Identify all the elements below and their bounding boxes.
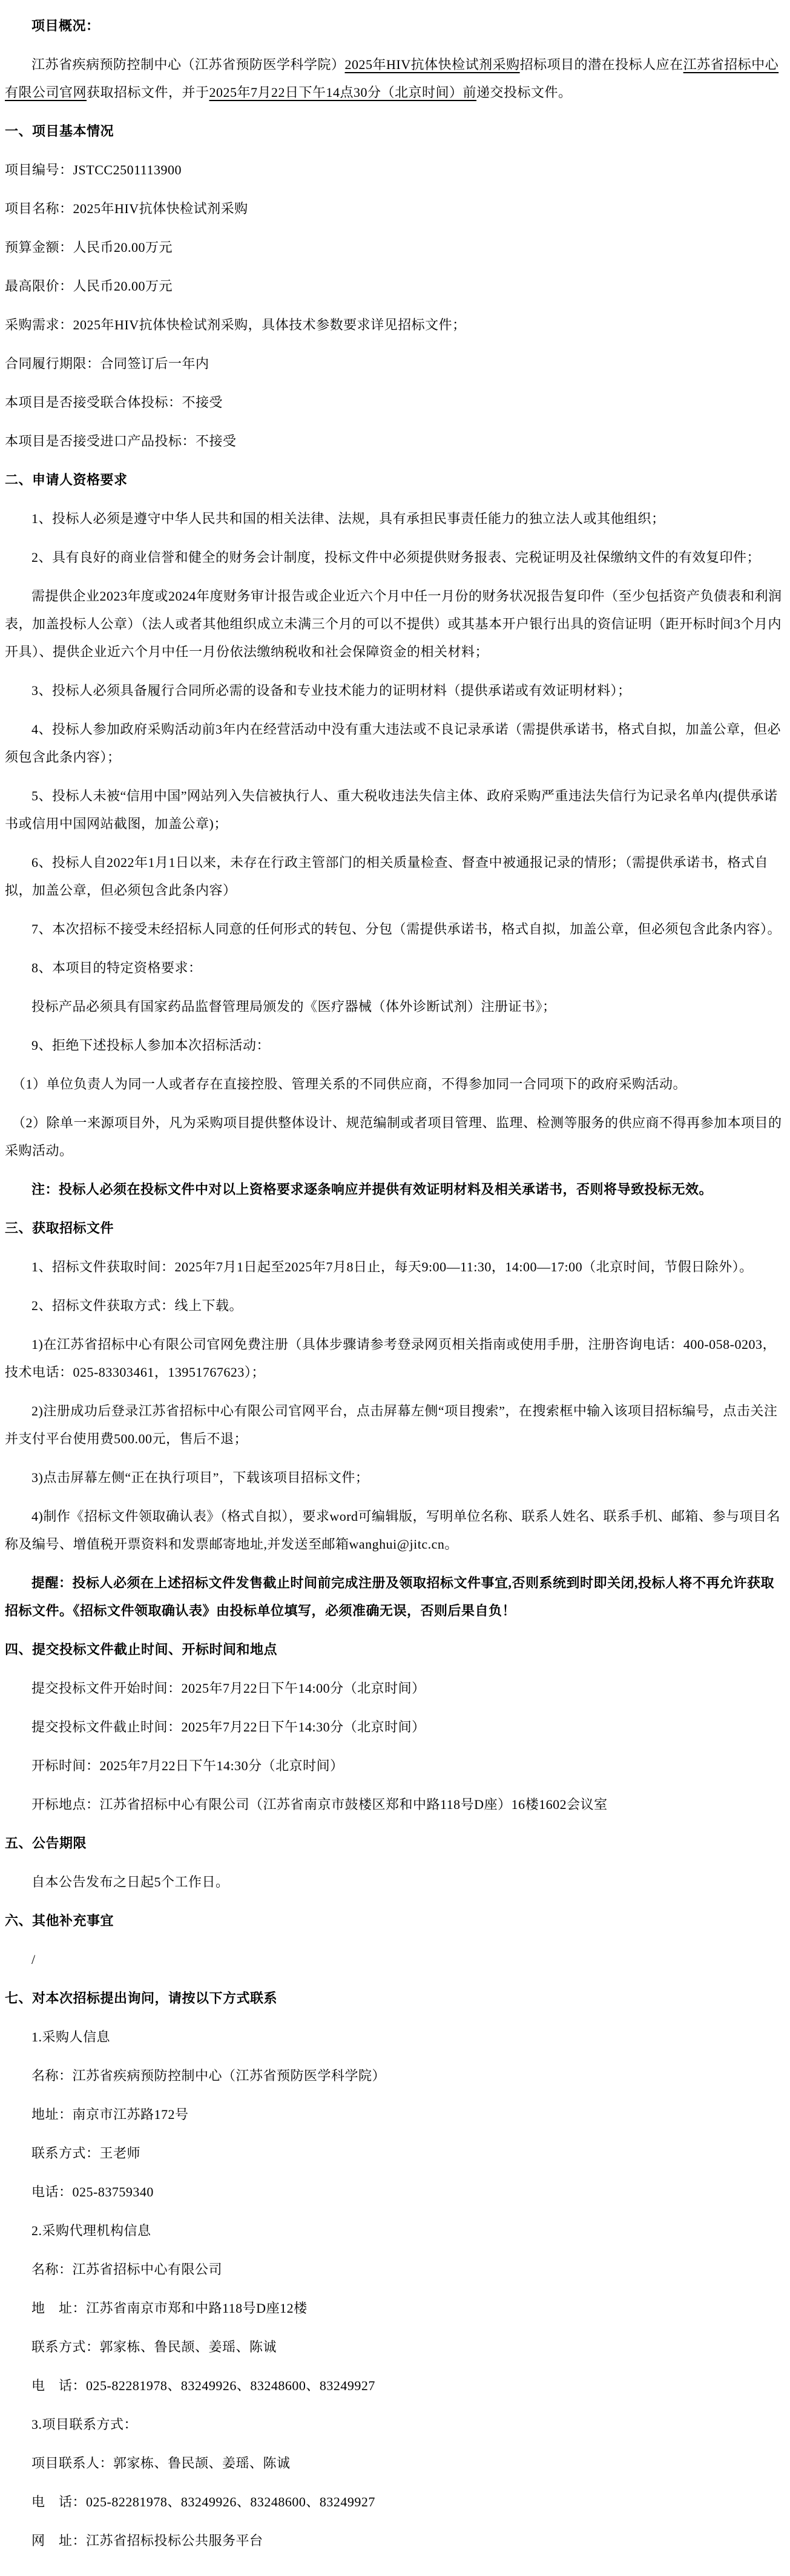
paragraph [5, 2449, 786, 2477]
text-run: 联系方式：王老师 [31, 2146, 141, 2161]
paragraph [5, 427, 786, 455]
paragraph [5, 2140, 786, 2167]
paragraph [5, 677, 786, 705]
text-run: 项目概况： [31, 18, 100, 33]
text-run: 网 址：江苏省招标投标公共服务平台 [31, 2533, 263, 2548]
paragraph [5, 234, 786, 262]
paragraph [5, 1503, 786, 1558]
text-run: 开标地点：江苏省招标中心有限公司（江苏省南京市鼓楼区郑和中路118号D座）16楼1602会议室 [31, 1797, 608, 1812]
paragraph [5, 1675, 786, 1702]
text-run: 5、投标人未被“信用中国”网站列入失信被执行人、重大税收违法失信主体、政府采购严重违法失信行为记录名单内(提供承诺书或信用中国网站截图，加盖公章)； [5, 788, 778, 831]
text-run: 需提供企业2023年度或2024年度财务审计报告或企业近六个月中任一月份的财务状况报告复印件（至少包括资产负债表和利润表，加盖投标人公章）（法人或者其他组织成立未满三个月的可以不提供）或其基本开户银行出具的资信证明（距开标时间3个月内开具）、提供企业近六个月中任一月份依法缴纳税收和社会保障资金的相关材料； [5, 588, 782, 659]
paragraph [5, 12, 786, 40]
text-run: 名称：江苏省招标中心有限公司 [31, 2262, 223, 2277]
paragraph [5, 582, 786, 666]
paragraph [5, 2178, 786, 2206]
paragraph [5, 544, 786, 572]
text-run: 1、招标文件获取时间：2025年7月1日起至2025年7月8日止，每天9:00—11:30，14:00—17:00（北京时间，节假日除外）。 [31, 1259, 753, 1274]
paragraph [5, 849, 786, 904]
paragraph [5, 1109, 786, 1165]
section-heading [5, 1636, 786, 1664]
text-run: 电 话：025-82281978、83249926、83248600、83249927 [31, 2378, 375, 2393]
text-run: （2）除单一来源项目外，凡为采购项目提供整体设计、规范编制或者项目管理、监理、检测等服务的供应商不得再参加本项目的采购活动。 [5, 1115, 782, 1158]
paragraph [5, 2101, 786, 2129]
paragraph [5, 716, 786, 771]
text-run: 招标项目的潜在投标人应在 [519, 57, 683, 72]
paragraph [5, 311, 786, 339]
text-run: 开标时间：2025年7月22日下午14:30分（北京时间） [31, 1758, 344, 1773]
text-run: （1）单位负责人为同一人或者存在直接控股、管理关系的不同供应商，不得参加同一合同项下的政府采购活动。 [12, 1076, 687, 1092]
text-run: 七、对本次招标提出询问，请按以下方式联系 [5, 1991, 278, 2006]
text-run: 本项目是否接受联合体投标：不接受 [5, 395, 223, 410]
text-run: 电 话：025-82281978、83249926、83248600、83249927 [31, 2494, 375, 2509]
paragraph [5, 954, 786, 982]
paragraph [5, 2527, 786, 2555]
paragraph [5, 782, 786, 838]
text-run: 二、申请人资格要求 [5, 472, 128, 487]
text-run: 2、具有良好的商业信誉和健全的财务会计制度，投标文件中必须提供财务报表、完税证明及社保缴纳文件的有效复印件； [31, 550, 761, 565]
text-run: 一、项目基本情况 [5, 124, 114, 139]
paragraph [5, 1868, 786, 1896]
text-run: 9、拒绝下述投标人参加本次招标活动： [31, 1038, 271, 1053]
text-run: 联系方式：郭家栋、鲁民颉、姜瑶、陈诚 [31, 2339, 277, 2354]
paragraph [5, 2294, 786, 2322]
paragraph [5, 389, 786, 417]
text-run: 6、投标人自2022年1月1日以来，未存在行政主管部门的相关质量检查、督查中被通报记录的情形；（需提供承诺书，格式自拟，加盖公章，但必须包含此条内容） [5, 855, 769, 898]
text-run: 项目联系人：郭家栋、鲁民颉、姜瑶、陈诚 [31, 2456, 291, 2471]
paragraph [5, 1331, 786, 1386]
text-run: 3、投标人必须具备履行合同所必需的设备和专业技术能力的证明材料（提供承诺或有效证明材料）； [31, 683, 631, 698]
paragraph [5, 2372, 786, 2400]
paragraph [5, 1176, 786, 1204]
section-heading [5, 1907, 786, 1935]
paragraph [5, 2023, 786, 2051]
text-run: 1、投标人必须是遵守中华人民共和国的相关法律、法规，具有承担民事责任能力的独立法人或其他组织； [31, 511, 665, 526]
document-body [5, 12, 786, 2555]
text-run: 3.项目联系方式： [31, 2417, 138, 2432]
paragraph [5, 195, 786, 223]
text-run: 2)注册成功后登录江苏省招标中心有限公司官网平台，点击屏幕左侧“项目搜索”，在搜索框中输入该项目招标编号，点击关注并支付平台使用费500.00元，售后不退； [5, 1403, 778, 1446]
paragraph [5, 1032, 786, 1059]
underlined-text: 2025年7月22日下午14点30分（北京时间）前 [209, 85, 477, 100]
paragraph [5, 156, 786, 184]
paragraph [5, 350, 786, 378]
paragraph [5, 2217, 786, 2245]
text-run: 2.采购代理机构信息 [31, 2223, 151, 2238]
text-run: 注：投标人必须在投标文件中对以上资格要求逐条响应并提供有效证明材料及相关承诺书，否则将导致投标无效。 [31, 1182, 713, 1197]
text-run: 三、获取招标文件 [5, 1220, 114, 1236]
section-heading [5, 466, 786, 494]
section-heading [5, 1985, 786, 2012]
text-run: 投标产品必须具有国家药品监督管理局颁发的《医疗器械（体外诊断试剂）注册证书》； [31, 999, 556, 1014]
text-run: 采购需求：2025年HIV抗体快检试剂采购，具体技术参数要求详见招标文件； [5, 317, 466, 332]
text-run: 项目名称：2025年HIV抗体快检试剂采购 [5, 201, 248, 216]
underlined-text: 江苏省招标中心有限公司官网 [5, 57, 779, 100]
paragraph [5, 2062, 786, 2090]
text-run: 地址：南京市江苏路172号 [31, 2107, 189, 2122]
paragraph [5, 1946, 786, 1974]
text-run: 预算金额：人民币20.00万元 [5, 240, 173, 255]
text-run: 五、公告期限 [5, 1836, 87, 1851]
text-run: 获取招标文件，并于 [87, 85, 209, 100]
paragraph [5, 1713, 786, 1741]
text-run: 7、本次招标不接受未经招标人同意的任何形式的转包、分包（需提供承诺书，格式自拟，加盖公章，但必须包含此条内容）。 [31, 921, 782, 937]
text-run: 项目编号：JSTCC2501113900 [5, 162, 182, 177]
paragraph [5, 1569, 786, 1625]
text-run: / [31, 1952, 36, 1967]
paragraph [5, 1070, 786, 1098]
text-run: 4、投标人参加政府采购活动前3年内在经营活动中没有重大违法或不良记录承诺（需提供承诺书，格式自拟，加盖公章，但必须包含此条内容）； [5, 722, 782, 765]
text-run: 六、其他补充事宜 [5, 1913, 114, 1928]
text-run: 提交投标文件开始时间：2025年7月22日下午14:00分（北京时间） [31, 1681, 426, 1696]
paragraph [5, 1791, 786, 1819]
text-run: 1.采购人信息 [31, 2029, 111, 2044]
text-run: 自本公告发布之日起5个工作日。 [31, 1874, 229, 1889]
paragraph [5, 505, 786, 533]
paragraph [5, 1464, 786, 1492]
section-heading [5, 1214, 786, 1242]
paragraph [5, 2333, 786, 2361]
section-heading [5, 1830, 786, 1857]
text-run: 8、本项目的特定资格要求： [31, 960, 202, 975]
text-run: 3)点击屏幕左侧“正在执行项目”，下载该项目招标文件； [31, 1470, 369, 1485]
paragraph [5, 915, 786, 943]
paragraph [5, 1253, 786, 1281]
paragraph [5, 2411, 786, 2439]
text-run: 提交投标文件截止时间：2025年7月22日下午14:30分（北京时间） [31, 1719, 426, 1734]
paragraph [5, 1397, 786, 1453]
paragraph [5, 993, 786, 1021]
section-heading [5, 117, 786, 145]
text-run: 提醒：投标人必须在上述招标文件发售截止时间前完成注册及领取招标文件事宜,否则系统到时即关闭,投标人将不再允许获取招标文件。《招标文件领取确认表》由投标单位填写，必须准确无误，否则后果自负！ [5, 1575, 775, 1618]
paragraph [5, 1292, 786, 1320]
paragraph [5, 51, 786, 107]
underlined-text: 2025年HIV抗体快检试剂采购 [344, 57, 520, 72]
text-run: 电话：025-83759340 [31, 2184, 154, 2199]
text-run: 4)制作《招标文件领取确认表》（格式自拟），要求word可编辑版，写明单位名称、联系人姓名、联系手机、邮箱、参与项目名称及编号、增值税开票资料和发票邮寄地址,并发送至邮箱wanghui@jitc.cn。 [5, 1509, 781, 1552]
text-run: 地 址：江苏省南京市郑和中路118号D座12楼 [31, 2301, 308, 2316]
paragraph [5, 1752, 786, 1780]
text-run: 合同履行期限：合同签订后一年内 [5, 356, 209, 371]
text-run: 江苏省疾病预防控制中心（江苏省预防医学科学院） [31, 57, 345, 72]
text-run: 1)在江苏省招标中心有限公司官网免费注册（具体步骤请参考登录网页相关指南或使用手册，注册咨询电话：400-058-0203，技术电话：025-83303461，13951767623）； [5, 1337, 776, 1380]
paragraph [5, 2488, 786, 2516]
text-run: 本项目是否接受进口产品投标：不接受 [5, 433, 237, 449]
text-run: 四、提交投标文件截止时间、开标时间和地点 [5, 1642, 278, 1657]
text-run: 名称：江苏省疾病预防控制中心（江苏省预防医学科学院） [31, 2068, 386, 2083]
paragraph [5, 2256, 786, 2284]
text-run: 递交投标文件。 [476, 85, 572, 100]
text-run: 2、招标文件获取方式：线上下载。 [31, 1298, 243, 1313]
text-run: 最高限价：人民币20.00万元 [5, 278, 173, 294]
paragraph [5, 272, 786, 300]
